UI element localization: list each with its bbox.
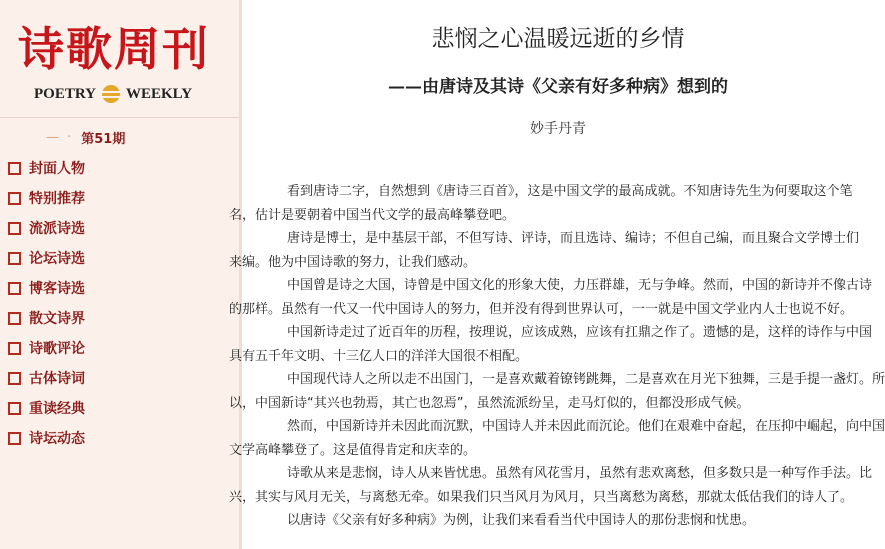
sidebar-nav [8, 153, 228, 453]
sidebar-item-label: 重读经典 [29, 401, 85, 417]
article-subtitle: ——由唐诗及其诗《父亲有好多种病》想到的 [388, 77, 728, 97]
square-bullet-icon [8, 342, 21, 355]
square-bullet-icon [8, 162, 21, 175]
sidebar-item-label: 论坛诗选 [29, 251, 85, 267]
issue-dash-left: — · [46, 129, 74, 145]
sidebar-item-poetry-review[interactable] [8, 333, 228, 363]
site-logo-english [34, 84, 214, 104]
issue-number: 第51期 [81, 131, 126, 147]
sidebar-item-label: 诗歌评论 [29, 341, 85, 357]
logo-en-left: POETRY [34, 85, 96, 102]
article-body [229, 180, 885, 533]
sidebar-border [239, 0, 242, 549]
issue-label [46, 128, 196, 146]
sidebar-item-classical-poems[interactable] [8, 363, 228, 393]
paragraph-line: 唐诗是博士，是中基层干部，不但写诗、评诗，而且选诗、编诗；不但自己编，而且聚合文学博士们 [287, 231, 860, 246]
paragraph-line: 中国现代诗人之所以走不出国门，一是喜欢戴着镣铐跳舞，二是喜欢在月光下独舞，三是手提一盏灯。所 [287, 372, 885, 387]
sidebar [0, 0, 239, 549]
paragraph-line: 以，中国新诗“其兴也勃焉，其亡也忽焉”，虽然流派纷呈，走马灯似的，但都没形成气候。 [229, 395, 750, 411]
sidebar-item-label: 特别推荐 [29, 191, 85, 207]
paragraph-line: 以唐诗《父亲有好多种病》为例，让我们来看看当代中国诗人的那份悲悯和忧患。 [287, 513, 756, 528]
paragraph [229, 321, 873, 368]
sidebar-item-label: 博客诗选 [29, 281, 85, 297]
paragraph [229, 180, 865, 227]
square-bullet-icon [8, 432, 21, 445]
divider [0, 117, 239, 118]
logo-mark-icon [102, 85, 120, 103]
square-bullet-icon [8, 372, 21, 385]
paragraph-line: 来编。他为中国诗歌的努力，让我们感动。 [229, 254, 477, 270]
paragraph [258, 509, 865, 533]
paragraph-line: 的那样。虽然有一代又一代中国诗人的努力，但并没有得到世界认可，一一就是中国文学业内人士也说不好。 [229, 301, 854, 317]
sidebar-item-label: 诗坛动态 [29, 431, 85, 447]
paragraph-line: 然而，中国新诗并未因此而沉默，中国诗人并未因此而沉论。他们在艰难中奋起，在压抑中崛起，向中国 [287, 419, 885, 434]
sidebar-item-special-recommend[interactable] [8, 183, 228, 213]
sidebar-item-poetry-news[interactable] [8, 423, 228, 453]
paragraph-line: 诗歌从来是悲悯，诗人从来皆忧患。虽然有风花雪月，虽然有悲欢离愁，但多数只是一种写作手法。比 [287, 466, 873, 481]
paragraph [229, 274, 873, 321]
square-bullet-icon [8, 222, 21, 235]
paragraph-line: 中国曾是诗之大国，诗曾是中国文化的形象大使，力压群雄，无与争峰。然而，中国的新诗并不像古诗 [287, 278, 873, 293]
sidebar-item-label: 古体诗词 [29, 371, 85, 387]
sidebar-item-reread-classics[interactable] [8, 393, 228, 423]
paragraph-line: 看到唐诗二字，自然想到《唐诗三百首》，这是中国文学的最高成就。不知唐诗先生为何要取这个笔 [287, 184, 853, 199]
paragraph-line: 具有五千年文明、十三亿人口的洋洋大国很不相配。 [229, 348, 529, 364]
square-bullet-icon [8, 282, 21, 295]
sidebar-item-blog-poems[interactable] [8, 273, 228, 303]
sidebar-item-label: 散文诗界 [29, 311, 85, 327]
sidebar-item-forum-poems[interactable] [8, 243, 228, 273]
paragraph [229, 368, 885, 415]
paragraph-line: 文学高峰攀登了。这是值得肯定和庆幸的。 [229, 442, 477, 458]
paragraph [229, 227, 865, 274]
site-logo[interactable]: 诗歌周刊 [18, 22, 210, 76]
paragraph-line: 中国新诗走过了近百年的历程，按理说，应该成熟，应该有扛鼎之作了。遗憾的是，这样的诗作与中国 [287, 325, 873, 340]
article-title: 悲悯之心温暖远逝的乡情 [431, 26, 685, 52]
article-author: 妙手丹青 [530, 121, 586, 137]
sidebar-item-label: 封面人物 [29, 161, 85, 177]
paragraph-line: 兴，其实与风月无关，与离愁无牵。如果我们只当风月为风月，只当离愁为离愁，那就太低估我们的诗人了。 [229, 489, 854, 505]
logo-en-right: WEEKLY [125, 85, 193, 102]
square-bullet-icon [8, 252, 21, 265]
paragraph [229, 462, 873, 509]
paragraph-line: 名，估计是要朝着中国当代文学的最高峰攀登吧。 [229, 207, 516, 223]
sidebar-item-label: 流派诗选 [29, 221, 85, 237]
article [229, 0, 885, 549]
sidebar-item-cover-person[interactable] [8, 153, 228, 183]
sidebar-item-prose-poetry[interactable] [8, 303, 228, 333]
paragraph [229, 415, 885, 462]
square-bullet-icon [8, 312, 21, 325]
square-bullet-icon [8, 402, 21, 415]
sidebar-item-school-poems[interactable] [8, 213, 228, 243]
square-bullet-icon [8, 192, 21, 205]
